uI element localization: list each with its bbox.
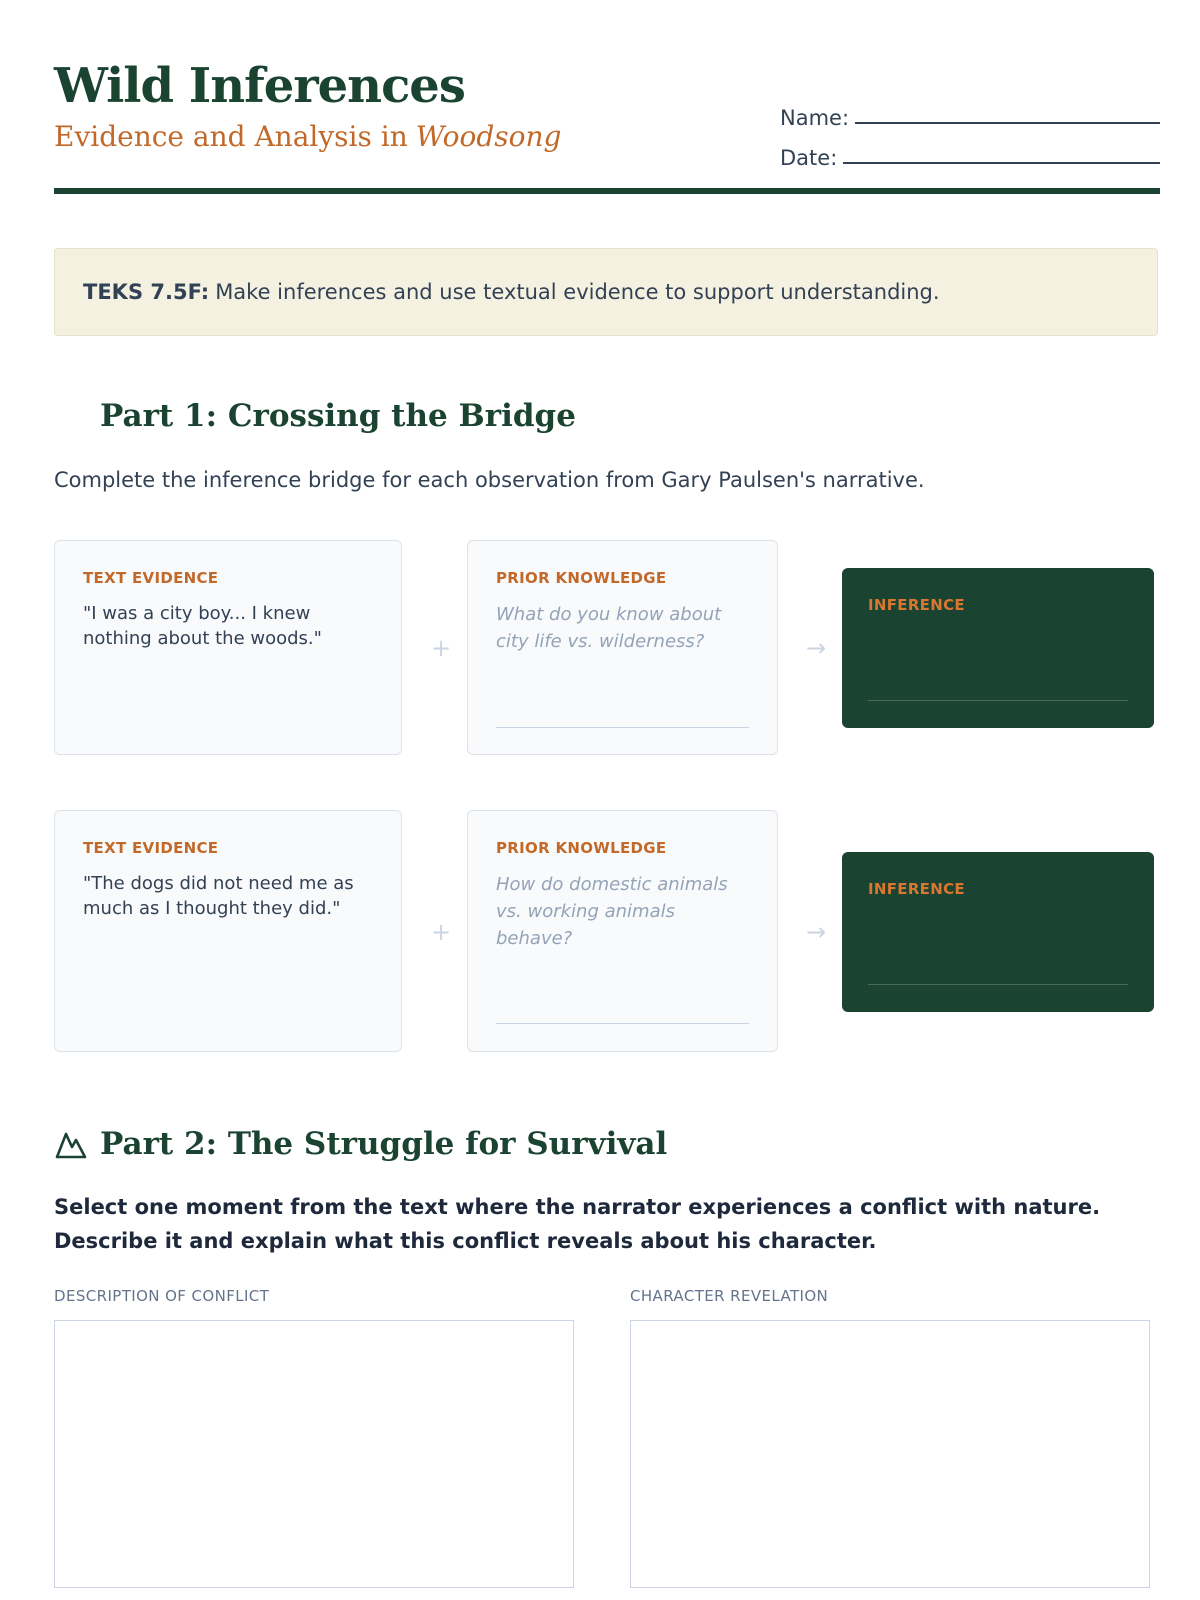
inference-label: INFERENCE xyxy=(868,596,965,614)
conflict-description-box[interactable] xyxy=(54,1320,574,1588)
prior-knowledge-prompt: How do domestic animals vs. working animals behave? xyxy=(496,874,728,949)
mountain-icon xyxy=(54,1128,88,1160)
prior-knowledge-label: PRIOR KNOWLEDGE xyxy=(496,839,667,857)
evidence-quote: "I was a city boy... I knew nothing about the woods." xyxy=(83,603,322,649)
standard-banner xyxy=(54,248,1158,336)
part2-title: Part 2: The Struggle for Survival xyxy=(100,1126,668,1162)
date-line[interactable] xyxy=(843,161,1160,164)
plus-icon: + xyxy=(430,634,452,662)
answer-line[interactable] xyxy=(496,1023,749,1024)
date-label: Date: xyxy=(780,146,838,170)
part2-instructions: Select one moment from the text where the narrator experiences a conflict with nature. Describe it and explain what this conflict reveals about his character. xyxy=(54,1195,1101,1253)
student-info-fields xyxy=(780,90,1160,170)
part1-instructions: Complete the inference bridge for each observation from Gary Paulsen's narrative. xyxy=(54,468,925,492)
character-revelation-box[interactable] xyxy=(630,1320,1150,1588)
evidence-card-2 xyxy=(54,810,402,1052)
name-label: Name: xyxy=(780,106,850,130)
worksheet-header xyxy=(54,56,1160,196)
date-field[interactable] xyxy=(780,130,1160,170)
character-revelation-label: CHARACTER REVELATION xyxy=(630,1287,829,1305)
worksheet-subtitle xyxy=(54,119,561,155)
plus-icon: + xyxy=(430,918,452,946)
name-field[interactable] xyxy=(780,90,1160,130)
inference-card-1[interactable] xyxy=(842,568,1154,728)
conflict-description-label: DESCRIPTION OF CONFLICT xyxy=(54,1287,270,1305)
prior-knowledge-label: PRIOR KNOWLEDGE xyxy=(496,569,667,587)
part1-title: Part 1: Crossing the Bridge xyxy=(100,398,576,434)
evidence-card-1 xyxy=(54,540,402,755)
inference-label: INFERENCE xyxy=(868,880,965,898)
prior-knowledge-card-2[interactable] xyxy=(467,810,778,1052)
evidence-quote: "The dogs did not need me as much as I thought they did." xyxy=(83,873,354,919)
prior-knowledge-prompt: What do you know about city life vs. wilderness? xyxy=(496,604,722,652)
standard-text: Make inferences and use textual evidence to support understanding. xyxy=(215,280,940,304)
name-line[interactable] xyxy=(855,121,1160,124)
header-divider xyxy=(54,188,1160,194)
standard-code: TEKS 7.5F: xyxy=(83,280,210,304)
evidence-label: TEXT EVIDENCE xyxy=(83,569,219,587)
arrow-right-icon: → xyxy=(805,634,827,662)
arrow-right-icon: → xyxy=(805,918,827,946)
inference-card-2[interactable] xyxy=(842,852,1154,1012)
inference-answer-line[interactable] xyxy=(868,984,1128,985)
subtitle-prefix: Evidence and Analysis in xyxy=(54,120,408,153)
evidence-label: TEXT EVIDENCE xyxy=(83,839,219,857)
worksheet-title: Wild Inferences xyxy=(54,58,465,114)
prior-knowledge-card-1[interactable] xyxy=(467,540,778,755)
inference-answer-line[interactable] xyxy=(868,700,1128,701)
book-title: Woodsong xyxy=(415,120,562,153)
answer-line[interactable] xyxy=(496,727,749,728)
